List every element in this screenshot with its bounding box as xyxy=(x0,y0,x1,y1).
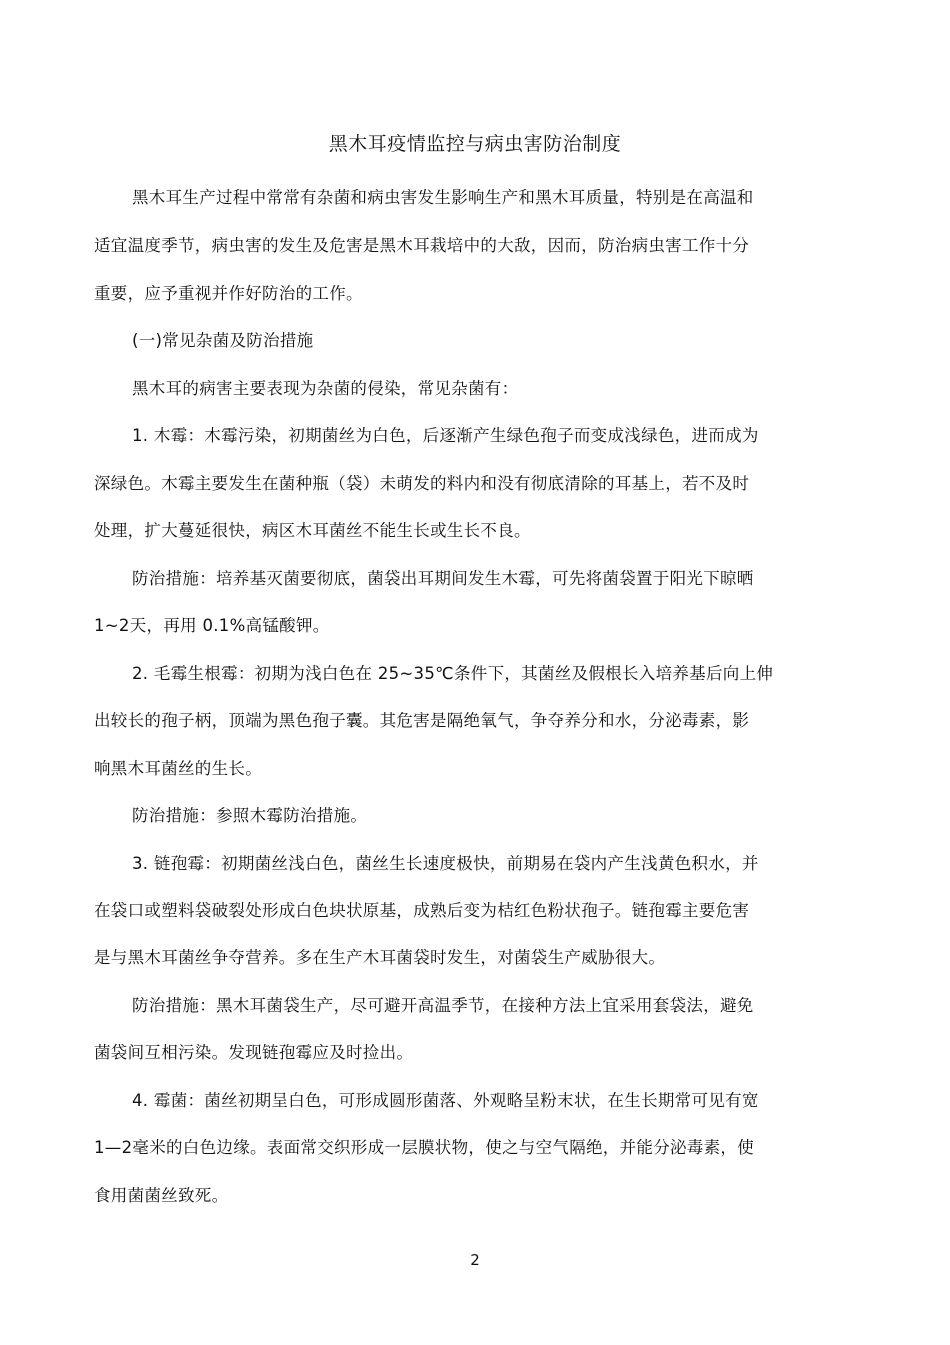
paragraph-line: 1. 木霉：木霉污染，初期菌丝为白色，后逐渐产生绿色孢子而变成浅绿色，进而成为 xyxy=(132,426,759,445)
paragraph-line: 处理，扩大蔓延很快，病区木耳菌丝不能生长或生长不良。 xyxy=(94,521,531,540)
paragraph-line: 黑木耳的病害主要表现为杂菌的侵染，常见杂菌有： xyxy=(132,379,519,398)
paragraph-line: 3. 链孢霉：初期菌丝浅白色，菌丝生长速度极快，前期易在袋内产生浅黄色积水，并 xyxy=(132,854,759,873)
paragraph-line: 出较长的孢子柄，顶端为黑色孢子囊。其危害是隔绝氧气，争夺养分和水，分泌毒素，影 xyxy=(94,711,750,730)
paragraph-line: 重要，应予重视并作好防治的工作。 xyxy=(94,284,363,303)
paragraph-line: 1~2天，再用 0.1%高锰酸钾。 xyxy=(94,616,330,635)
paragraph-line: 菌袋间互相污染。发现链孢霉应及时捡出。 xyxy=(94,1043,414,1062)
page-number: 2 xyxy=(470,1251,480,1269)
section-heading: (一)常见杂菌及防治措施 xyxy=(132,331,314,350)
paragraph-line: 在袋口或塑料袋破裂处形成白色块状原基，成熟后变为桔红色粉状孢子。链孢霉主要危害 xyxy=(94,901,750,920)
paragraph-line: 深绿色。木霉主要发生在菌种瓶（袋）未萌发的料内和没有彻底清除的耳基上，若不及时 xyxy=(94,474,750,493)
paragraph-line: 响黑木耳菌丝的生长。 xyxy=(94,759,262,778)
document-title: 黑木耳疫情监控与病虫害防治制度 xyxy=(328,133,622,155)
paragraph-line: 防治措施：培养基灭菌要彻底，菌袋出耳期间发生木霉，可先将菌袋置于阳光下晾晒 xyxy=(132,569,754,588)
paragraph-line: 1—2毫米的白色边缘。表面常交织形成一层膜状物，使之与空气隔绝，并能分泌毒素，使 xyxy=(94,1138,754,1157)
paragraph-line: 适宜温度季节，病虫害的发生及危害是黑木耳栽培中的大敌，因而，防治病虫害工作十分 xyxy=(94,236,750,255)
paragraph-line: 2. 毛霉生根霉：初期为浅白色在 25~35℃条件下，其菌丝及假根长入培养基后向上伸 xyxy=(132,664,774,683)
paragraph-line: 防治措施：黑木耳菌袋生产，尽可避开高温季节，在接种方法上宜采用套袋法，避免 xyxy=(132,996,754,1015)
paragraph-line: 4. 霉菌：菌丝初期呈白色，可形成圆形菌落、外观略呈粉末状，在生长期常可见有宽 xyxy=(132,1091,759,1110)
paragraph-line: 黑木耳生产过程中常常有杂菌和病虫害发生影响生产和黑木耳质量，特别是在高温和 xyxy=(132,188,754,207)
paragraph-line: 食用菌菌丝致死。 xyxy=(94,1186,229,1205)
paragraph-line: 防治措施：参照木霉防治措施。 xyxy=(132,806,368,825)
paragraph-line: 是与黑木耳菌丝争夺营养。多在生产木耳菌袋时发生，对菌袋生产威胁很大。 xyxy=(94,948,666,967)
